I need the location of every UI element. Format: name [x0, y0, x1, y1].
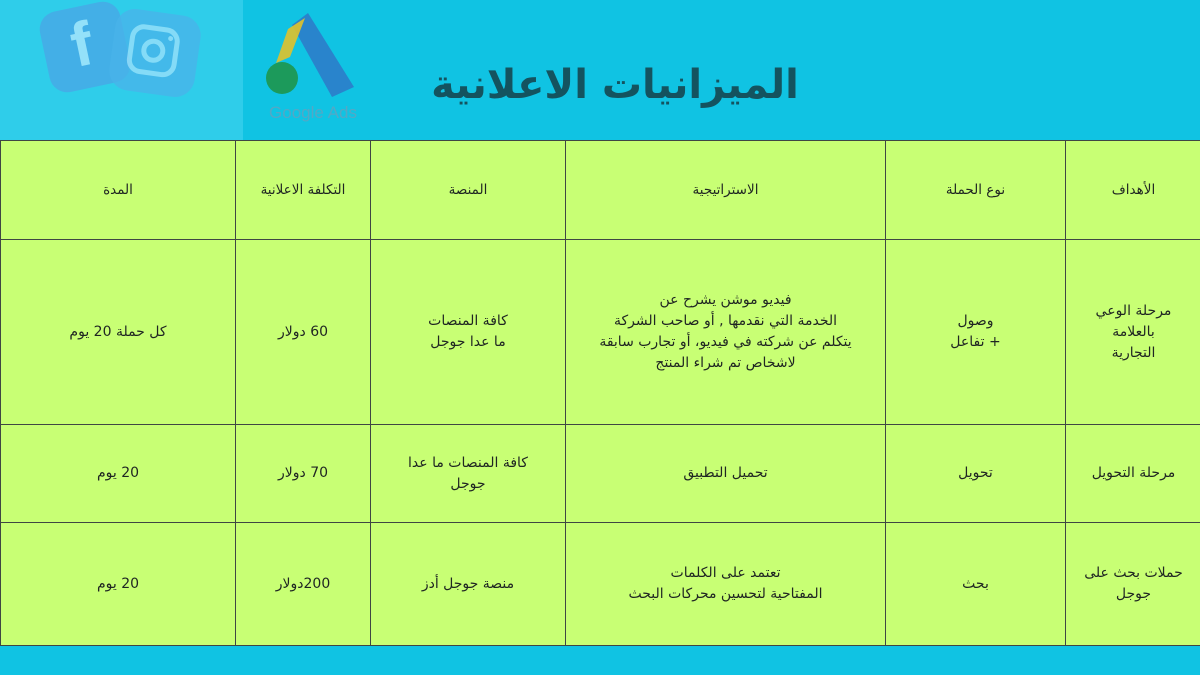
ad-budget-table [0, 140, 1200, 646]
header-duration: المدة [1, 141, 236, 240]
page-title: الميزانيات الاعلانية [431, 62, 799, 108]
header-platform: المنصة [371, 141, 566, 240]
strategy-line: تحميل التطبيق [683, 465, 768, 481]
platform-line: كافة المنصات [428, 313, 508, 329]
cost-cell: 70 دولار [236, 425, 371, 523]
strategy-cell [566, 240, 886, 425]
goal-line: التجارية [1111, 344, 1156, 361]
campaign-type-line: + تفاعل [950, 334, 1001, 350]
google-ads-icon [262, 5, 364, 101]
header-ad-cost: التكلفة الاعلانية [236, 141, 371, 240]
instagram-icon [107, 6, 204, 99]
header-campaign-type: نوع الحملة [886, 141, 1066, 240]
goal-cell [1066, 240, 1200, 425]
goal-line: حملات بحث على [1084, 565, 1183, 581]
duration-cell: 20 يوم [1, 523, 236, 646]
header-goals: الأهداف [1066, 141, 1200, 240]
strategy-cell [566, 523, 886, 646]
campaign-type-cell [886, 240, 1066, 425]
strategy-line: الخدمة التي نقدمها , أو صاحب الشركة [613, 313, 838, 329]
strategy-line: يتكلم عن شركته في فيديو، أو تجارب سابقة [599, 334, 852, 350]
platform-cell [371, 425, 566, 523]
goal-cell [1066, 425, 1200, 523]
duration-cell: كل حملة 20 يوم [1, 240, 236, 425]
facebook-letter: f [64, 9, 100, 82]
table-header-row [1, 141, 1200, 240]
google-ads-label: Google Ads [269, 103, 357, 122]
google-ads-green-dot [266, 62, 298, 94]
platform-line: جوجل [450, 475, 486, 492]
platform-line: منصة جوجل أدز [421, 575, 515, 592]
table-row [1, 523, 1200, 646]
campaign-type-line: بحث [962, 575, 989, 592]
strategy-line: فيديو موشن يشرح عن [659, 292, 792, 308]
goal-line: جوجل [1115, 586, 1152, 602]
duration-cell: 20 يوم [1, 425, 236, 523]
social-logo-panel [0, 0, 243, 140]
platform-line: ما عدا جوجل [430, 334, 506, 350]
campaign-type-line: تحويل [958, 465, 993, 481]
campaign-type-cell [886, 523, 1066, 646]
platform-cell [371, 240, 566, 425]
campaign-type-cell [886, 425, 1066, 523]
platform-cell [371, 523, 566, 646]
strategy-line: تعتمد على الكلمات [670, 565, 781, 581]
header-strategy: الاستراتيجية [566, 141, 886, 240]
goal-line: مرحلة الوعي [1095, 302, 1172, 319]
strategy-line: لاشخاص تم شراء المنتج [655, 355, 796, 371]
goal-cell [1066, 523, 1200, 646]
cost-cell: 60 دولار [236, 240, 371, 425]
goal-line: بالعلامة [1112, 323, 1155, 340]
strategy-cell [566, 425, 886, 523]
cost-cell: 200دولار [236, 523, 371, 646]
table-row [1, 425, 1200, 523]
campaign-type-line: وصول [957, 313, 994, 329]
table-row [1, 240, 1200, 425]
platform-line: كافة المنصات ما عدا [408, 454, 528, 471]
goal-line: مرحلة التحويل [1091, 465, 1176, 481]
strategy-line: المفتاحية لتحسين محركات البحث [628, 586, 823, 602]
google-ads-logo [262, 5, 372, 133]
